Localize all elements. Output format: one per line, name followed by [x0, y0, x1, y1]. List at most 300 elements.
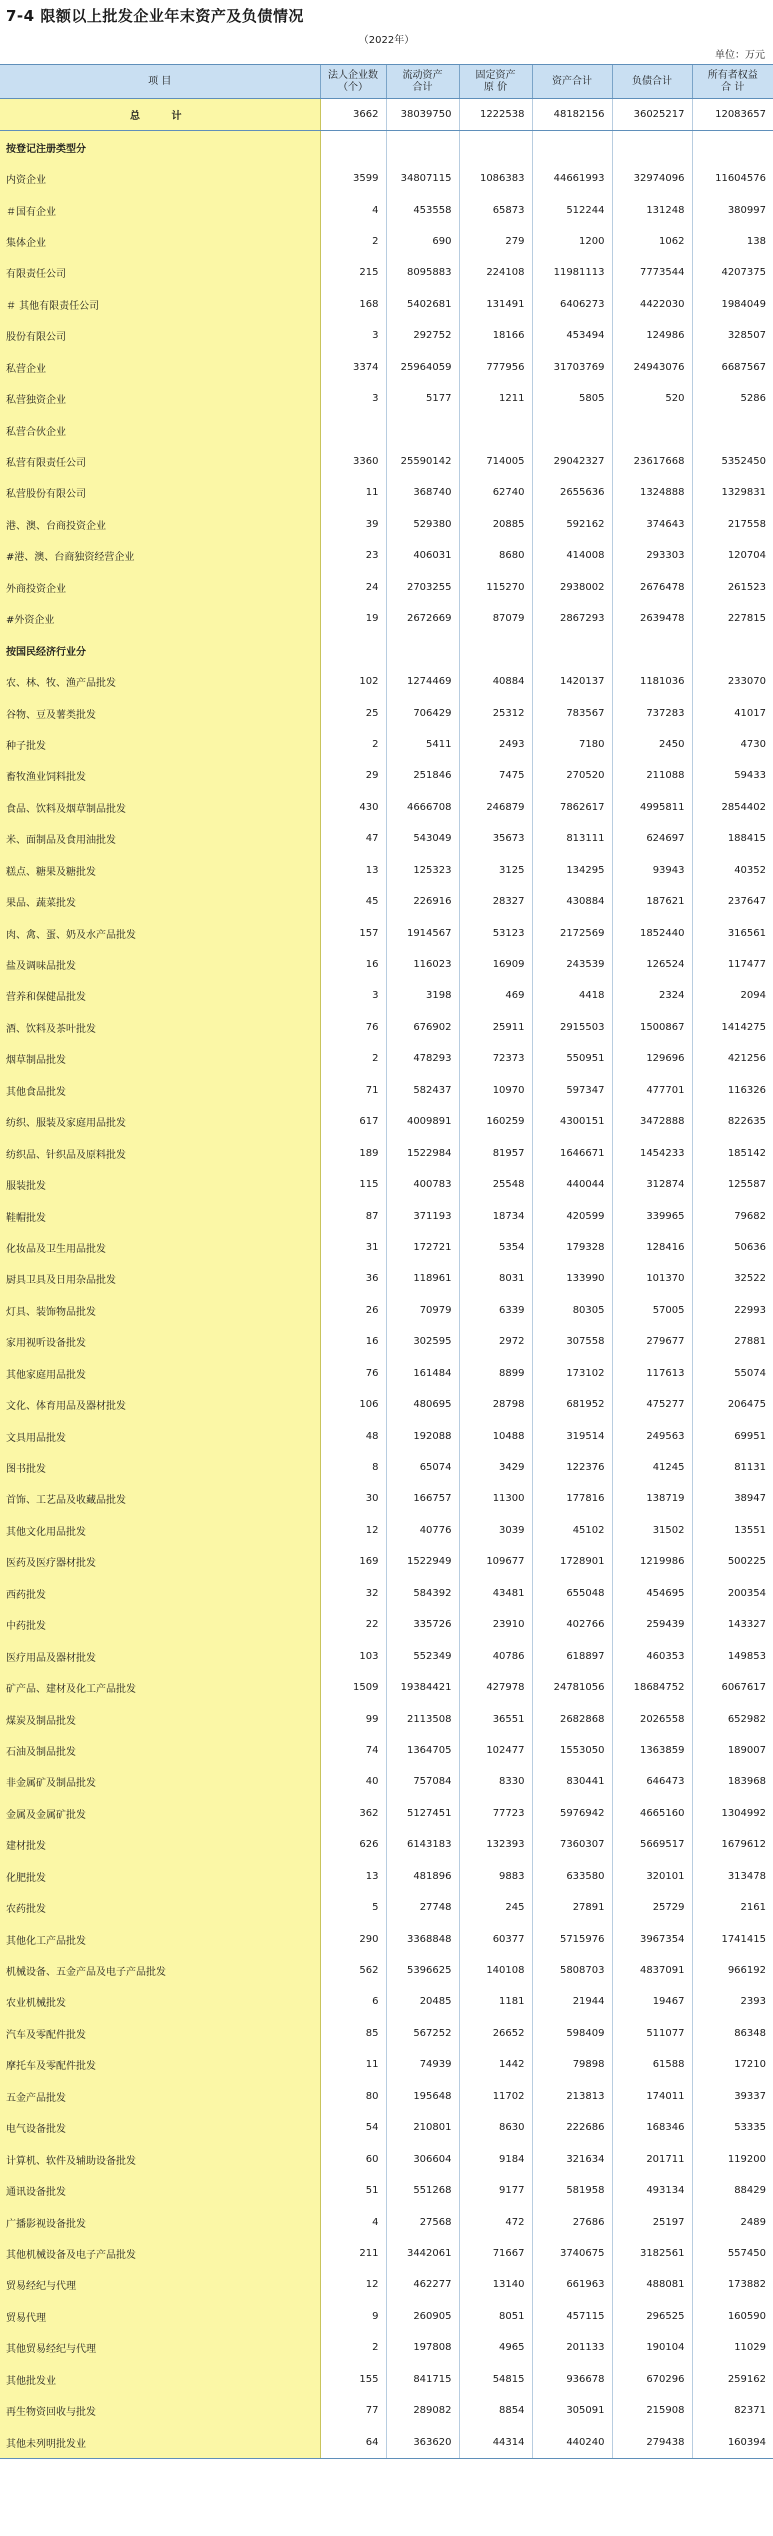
table-cell: 20885 [459, 509, 532, 540]
column-header-owners-equity: 所有者权益 合 计 [692, 65, 773, 99]
table-cell: 161484 [386, 1358, 459, 1389]
table-cell: 3374 [320, 352, 386, 383]
table-cell: 402766 [532, 1609, 612, 1640]
table-cell: 166757 [386, 1483, 459, 1514]
row-label: 化肥批发 [0, 1861, 320, 1892]
table-cell: 19 [320, 603, 386, 634]
table-cell: 655048 [532, 1578, 612, 1609]
table-cell: 293303 [612, 540, 692, 571]
table-cell: 551268 [386, 2175, 459, 2206]
table-cell: 3 [320, 383, 386, 414]
table-row [0, 1798, 773, 1829]
column-header-current-assets: 流动资产 合计 [386, 65, 459, 99]
table-cell: 1363859 [612, 1735, 692, 1766]
row-label: 摩托车及零配件批发 [0, 2049, 320, 2080]
table-cell: 160259 [459, 1106, 532, 1137]
table-row [0, 1137, 773, 1168]
table-cell: 206475 [692, 1389, 773, 1420]
column-header-enterprise-count: 法人企业数 （个） [320, 65, 386, 99]
table-cell: 160394 [692, 2426, 773, 2458]
table-cell: 4730 [692, 729, 773, 760]
table-cell: 24 [320, 572, 386, 603]
table-cell: 24781056 [532, 1672, 612, 1703]
table-cell: 82371 [692, 2395, 773, 2426]
table-cell: 31502 [612, 1515, 692, 1546]
row-label: 按登记注册类型分 [0, 131, 320, 163]
table-cell: 2854402 [692, 792, 773, 823]
table-cell: 646473 [612, 1766, 692, 1797]
row-label: 米、面制品及食用油批发 [0, 823, 320, 854]
table-cell: 328507 [692, 320, 773, 351]
table-cell: 8330 [459, 1766, 532, 1797]
row-label: 中药批发 [0, 1609, 320, 1640]
table-cell: 227815 [692, 603, 773, 634]
table-row [0, 823, 773, 854]
table-cell: 1914567 [386, 917, 459, 948]
table-cell: 714005 [459, 446, 532, 477]
table-row [0, 1986, 773, 2017]
table-cell: 40 [320, 1766, 386, 1797]
table-cell: 237647 [692, 886, 773, 917]
table-cell: 1553050 [532, 1735, 612, 1766]
table-cell: 2 [320, 1043, 386, 1074]
table-cell: 543049 [386, 823, 459, 854]
table-cell: 87 [320, 1200, 386, 1231]
table-cell: 511077 [612, 2018, 692, 2049]
table-cell: 77 [320, 2395, 386, 2426]
table-cell: 4422030 [612, 289, 692, 320]
row-label: #外资企业 [0, 603, 320, 634]
row-label: 食品、饮料及烟草制品批发 [0, 792, 320, 823]
row-label: 石油及制品批发 [0, 1735, 320, 1766]
table-cell: 36551 [459, 1703, 532, 1734]
table-cell: 661963 [532, 2269, 612, 2300]
table-cell: 400783 [386, 1169, 459, 1200]
table-cell: 2393 [692, 1986, 773, 2017]
table-cell: 5715976 [532, 1923, 612, 1954]
table-cell [692, 634, 773, 665]
row-label: 私营企业 [0, 352, 320, 383]
table-cell: 70979 [386, 1295, 459, 1326]
table-cell: 76 [320, 1012, 386, 1043]
table-row [0, 2206, 773, 2237]
table-cell: 320101 [612, 1861, 692, 1892]
table-cell [692, 131, 773, 163]
table-cell: 6 [320, 1986, 386, 2017]
table-cell: 3967354 [612, 1923, 692, 1954]
table-row [0, 1829, 773, 1860]
table-cell: 79682 [692, 1200, 773, 1231]
table-cell: 251846 [386, 760, 459, 791]
table-cell: 363620 [386, 2426, 459, 2458]
table-cell: 6143183 [386, 1829, 459, 1860]
row-label: 农药批发 [0, 1892, 320, 1923]
table-cell: 179328 [532, 1232, 612, 1263]
table-cell: 2493 [459, 729, 532, 760]
row-label: #港、澳、台商独资经营企业 [0, 540, 320, 571]
row-label: 服装批发 [0, 1169, 320, 1200]
table-cell: 9883 [459, 1861, 532, 1892]
table-cell: 25911 [459, 1012, 532, 1043]
table-row [0, 320, 773, 351]
table-cell: 813111 [532, 823, 612, 854]
table-row [0, 1232, 773, 1263]
table-cell: 598409 [532, 2018, 612, 2049]
row-label: 纺织、服装及家庭用品批发 [0, 1106, 320, 1137]
table-cell: 106 [320, 1389, 386, 1420]
table-cell: 116326 [692, 1075, 773, 1106]
table-cell: 81131 [692, 1452, 773, 1483]
table-cell: 4207375 [692, 257, 773, 288]
table-cell: 77723 [459, 1798, 532, 1829]
table-cell: 2639478 [612, 603, 692, 634]
table-cell: 25312 [459, 697, 532, 728]
table-cell: 3662 [320, 99, 386, 131]
row-label: 通讯设备批发 [0, 2175, 320, 2206]
table-cell: 125587 [692, 1169, 773, 1200]
table-cell: 131491 [459, 289, 532, 320]
table-cell: 140108 [459, 1955, 532, 1986]
table-cell: 134295 [532, 855, 612, 886]
row-label: 贸易经纪与代理 [0, 2269, 320, 2300]
table-cell: 1219986 [612, 1546, 692, 1577]
table-cell: 319514 [532, 1420, 612, 1451]
table-cell: 16 [320, 1326, 386, 1357]
table-cell: 62740 [459, 477, 532, 508]
table-cell: 149853 [692, 1640, 773, 1671]
row-label: 广播影视设备批发 [0, 2206, 320, 2237]
table-cell: 24943076 [612, 352, 692, 383]
table-cell: 822635 [692, 1106, 773, 1137]
row-label: 私营股份有限公司 [0, 477, 320, 508]
row-label: 计算机、软件及辅助设备批发 [0, 2143, 320, 2174]
row-label: 厨具卫具及日用杂品批发 [0, 1263, 320, 1294]
table-row [0, 2238, 773, 2269]
table-cell: 38947 [692, 1483, 773, 1514]
table-cell: 7180 [532, 729, 612, 760]
table-cell: 2026558 [612, 1703, 692, 1734]
table-cell: 27891 [532, 1892, 612, 1923]
table-cell: 40776 [386, 1515, 459, 1546]
table-cell: 157 [320, 917, 386, 948]
table-cell: 11 [320, 477, 386, 508]
table-cell: 71667 [459, 2238, 532, 2269]
table-cell: 3039 [459, 1515, 532, 1546]
table-cell [320, 131, 386, 163]
row-label: 矿产品、建材及化工产品批发 [0, 1672, 320, 1703]
table-cell: 138 [692, 226, 773, 257]
table-cell: 69951 [692, 1420, 773, 1451]
table-cell: 74939 [386, 2049, 459, 2080]
table-cell: 16909 [459, 949, 532, 980]
table-row [0, 572, 773, 603]
table-cell: 512244 [532, 194, 612, 225]
row-label: 其他家庭用品批发 [0, 1358, 320, 1389]
table-cell: 500225 [692, 1546, 773, 1577]
table-cell: 339965 [612, 1200, 692, 1231]
table-cell: 217558 [692, 509, 773, 540]
table-cell: 9177 [459, 2175, 532, 2206]
table-cell: 187621 [612, 886, 692, 917]
table-cell: 3198 [386, 980, 459, 1011]
table-cell: 550951 [532, 1043, 612, 1074]
table-cell: 133990 [532, 1263, 612, 1294]
table-cell: 11981113 [532, 257, 612, 288]
table-cell: 3125 [459, 855, 532, 886]
row-label: ＃国有企业 [0, 194, 320, 225]
table-cell: 7360307 [532, 1829, 612, 1860]
table-cell: 1414275 [692, 1012, 773, 1043]
table-cell: 406031 [386, 540, 459, 571]
table-row [0, 1861, 773, 1892]
table-cell: 1679612 [692, 1829, 773, 1860]
table-cell: 6067617 [692, 1672, 773, 1703]
table-cell: 27881 [692, 1326, 773, 1357]
table-cell: 4300151 [532, 1106, 612, 1137]
table-cell: 3368848 [386, 1923, 459, 1954]
table-row [0, 2364, 773, 2395]
table-cell: 174011 [612, 2081, 692, 2112]
table-cell: 1222538 [459, 99, 532, 131]
table-cell: 5177 [386, 383, 459, 414]
table-cell: 472 [459, 2206, 532, 2237]
table-cell: 676902 [386, 1012, 459, 1043]
table-cell: 430 [320, 792, 386, 823]
table-cell: 54815 [459, 2364, 532, 2395]
table-cell: 211 [320, 2238, 386, 2269]
table-cell: 11029 [692, 2332, 773, 2363]
row-label: 文化、体育用品及器材批发 [0, 1389, 320, 1420]
table-cell: 102477 [459, 1735, 532, 1766]
table-cell: 633580 [532, 1861, 612, 1892]
table-row [0, 1326, 773, 1357]
table-cell: 101370 [612, 1263, 692, 1294]
table-cell: 493134 [612, 2175, 692, 2206]
table-cell: 5286 [692, 383, 773, 414]
column-header-total-assets: 资产合计 [532, 65, 612, 99]
table-cell: 2676478 [612, 572, 692, 603]
row-label: 煤炭及制品批发 [0, 1703, 320, 1734]
row-label: 纺织品、针织品及原料批发 [0, 1137, 320, 1168]
table-cell: 61588 [612, 2049, 692, 2080]
table-cell: 138719 [612, 1483, 692, 1514]
table-cell: 19384421 [386, 1672, 459, 1703]
table-row [0, 2175, 773, 2206]
table-cell: 1522984 [386, 1137, 459, 1168]
table-cell: 1500867 [612, 1012, 692, 1043]
table-cell: 213813 [532, 2081, 612, 2112]
table-cell: 72373 [459, 1043, 532, 1074]
table-cell [386, 634, 459, 665]
table-row [0, 1295, 773, 1326]
table-cell: 2 [320, 2332, 386, 2363]
table-cell: 21944 [532, 1986, 612, 2017]
row-label: 再生物资回收与批发 [0, 2395, 320, 2426]
row-label: 外商投资企业 [0, 572, 320, 603]
table-cell [532, 414, 612, 445]
table-cell: 99 [320, 1703, 386, 1734]
table-cell: 453558 [386, 194, 459, 225]
table-cell: 2672669 [386, 603, 459, 634]
table-cell: 592162 [532, 509, 612, 540]
table-cell: 54 [320, 2112, 386, 2143]
table-row [0, 1075, 773, 1106]
table-row [0, 1169, 773, 1200]
table-cell: 1420137 [532, 666, 612, 697]
table-cell: 32 [320, 1578, 386, 1609]
table-cell: 3182561 [612, 2238, 692, 2269]
table-cell: 2655636 [532, 477, 612, 508]
table-cell: 2972 [459, 1326, 532, 1357]
table-cell: 670296 [612, 2364, 692, 2395]
table-row [0, 980, 773, 1011]
table-cell: 757084 [386, 1766, 459, 1797]
table-cell: 39 [320, 509, 386, 540]
table-cell [532, 131, 612, 163]
table-cell: 25729 [612, 1892, 692, 1923]
table-cell: 31703769 [532, 352, 612, 383]
table-row [0, 446, 773, 477]
table-cell: 5669517 [612, 1829, 692, 1860]
table-row [0, 1672, 773, 1703]
table-cell: 39337 [692, 2081, 773, 2112]
row-label: 总 计 [0, 99, 320, 131]
table-cell: 306604 [386, 2143, 459, 2174]
table-cell: 65074 [386, 1452, 459, 1483]
table-cell: 1324888 [612, 477, 692, 508]
table-cell: 259439 [612, 1609, 692, 1640]
table-cell: 87079 [459, 603, 532, 634]
table-cell: 292752 [386, 320, 459, 351]
row-label: 电气设备批发 [0, 2112, 320, 2143]
table-cell: 362 [320, 1798, 386, 1829]
table-cell: 624697 [612, 823, 692, 854]
row-label: 果品、蔬菜批发 [0, 886, 320, 917]
total-row [0, 99, 773, 131]
table-cell: 29042327 [532, 446, 612, 477]
table-cell: 81957 [459, 1137, 532, 1168]
table-cell: 55074 [692, 1358, 773, 1389]
table-row [0, 352, 773, 383]
table-cell: 23910 [459, 1609, 532, 1640]
table-row [0, 226, 773, 257]
table-cell: 2867293 [532, 603, 612, 634]
row-label: 图书批发 [0, 1452, 320, 1483]
table-cell: 1454233 [612, 1137, 692, 1168]
table-cell: 86348 [692, 2018, 773, 2049]
table-cell: 626 [320, 1829, 386, 1860]
row-label: 化妆品及卫生用品批发 [0, 1232, 320, 1263]
table-cell: 5808703 [532, 1955, 612, 1986]
row-label: 盐及调味品批发 [0, 949, 320, 980]
row-label: 其他贸易经纪与代理 [0, 2332, 320, 2363]
table-cell: 427978 [459, 1672, 532, 1703]
table-cell: 25964059 [386, 352, 459, 383]
table-row [0, 1420, 773, 1451]
table-cell: 1728901 [532, 1546, 612, 1577]
table-cell: 22 [320, 1609, 386, 1640]
table-cell: 302595 [386, 1326, 459, 1357]
row-label: 建材批发 [0, 1829, 320, 1860]
table-cell: 44661993 [532, 163, 612, 194]
table-cell: 652982 [692, 1703, 773, 1734]
section-header-row [0, 634, 773, 665]
table-cell: 4965 [459, 2332, 532, 2363]
table-cell: 40352 [692, 855, 773, 886]
row-label: 医药及医疗器材批发 [0, 1546, 320, 1577]
table-cell: 313478 [692, 1861, 773, 1892]
table-cell: 12 [320, 2269, 386, 2300]
table-cell: 4995811 [612, 792, 692, 823]
table-cell: 454695 [612, 1578, 692, 1609]
row-label: 其他文化用品批发 [0, 1515, 320, 1546]
table-cell [320, 414, 386, 445]
table-cell: 185142 [692, 1137, 773, 1168]
table-cell: 31 [320, 1232, 386, 1263]
table-cell: 4665160 [612, 1798, 692, 1829]
table-row [0, 163, 773, 194]
table-row [0, 1452, 773, 1483]
row-label: 私营独资企业 [0, 383, 320, 414]
row-label: 五金产品批发 [0, 2081, 320, 2112]
table-cell: 25 [320, 697, 386, 728]
table-cell: 2450 [612, 729, 692, 760]
row-label: 医疗用品及器材批发 [0, 1640, 320, 1671]
table-cell: 13 [320, 855, 386, 886]
table-cell: 117613 [612, 1358, 692, 1389]
table-row [0, 1546, 773, 1577]
table-cell: 20485 [386, 1986, 459, 2017]
table-cell: 28327 [459, 886, 532, 917]
table-row [0, 1483, 773, 1514]
table-cell: 57005 [612, 1295, 692, 1326]
table-cell: 17210 [692, 2049, 773, 2080]
table-cell: 243539 [532, 949, 612, 980]
column-header-item: 项 目 [0, 65, 320, 99]
table-row [0, 1358, 773, 1389]
row-label: 糕点、糖果及糖批发 [0, 855, 320, 886]
table-cell: 249563 [612, 1420, 692, 1451]
table-cell: 65873 [459, 194, 532, 225]
table-cell: 116023 [386, 949, 459, 980]
table-row [0, 2426, 773, 2458]
table-cell: 11 [320, 2049, 386, 2080]
table-cell: 414008 [532, 540, 612, 571]
table-row [0, 1263, 773, 1294]
table-row [0, 1703, 773, 1734]
table-cell: 1211 [459, 383, 532, 414]
table-cell: 74 [320, 1735, 386, 1766]
table-cell: 5352450 [692, 446, 773, 477]
table-cell: 211088 [612, 760, 692, 791]
table-cell: 172721 [386, 1232, 459, 1263]
table-cell: 567252 [386, 2018, 459, 2049]
table-cell: 581958 [532, 2175, 612, 2206]
table-cell: 2 [320, 729, 386, 760]
table-cell: 80305 [532, 1295, 612, 1326]
table-cell: 307558 [532, 1326, 612, 1357]
table-cell: 582437 [386, 1075, 459, 1106]
row-label: 农、林、牧、渔产品批发 [0, 666, 320, 697]
table-cell: 380997 [692, 194, 773, 225]
table-cell: 79898 [532, 2049, 612, 2080]
table-cell: 966192 [692, 1955, 773, 1986]
table-cell: 188415 [692, 823, 773, 854]
table-cell: 76 [320, 1358, 386, 1389]
row-label: 畜牧渔业饲料批发 [0, 760, 320, 791]
table-cell: 453494 [532, 320, 612, 351]
row-label: 机械设备、五金产品及电子产品批发 [0, 1955, 320, 1986]
